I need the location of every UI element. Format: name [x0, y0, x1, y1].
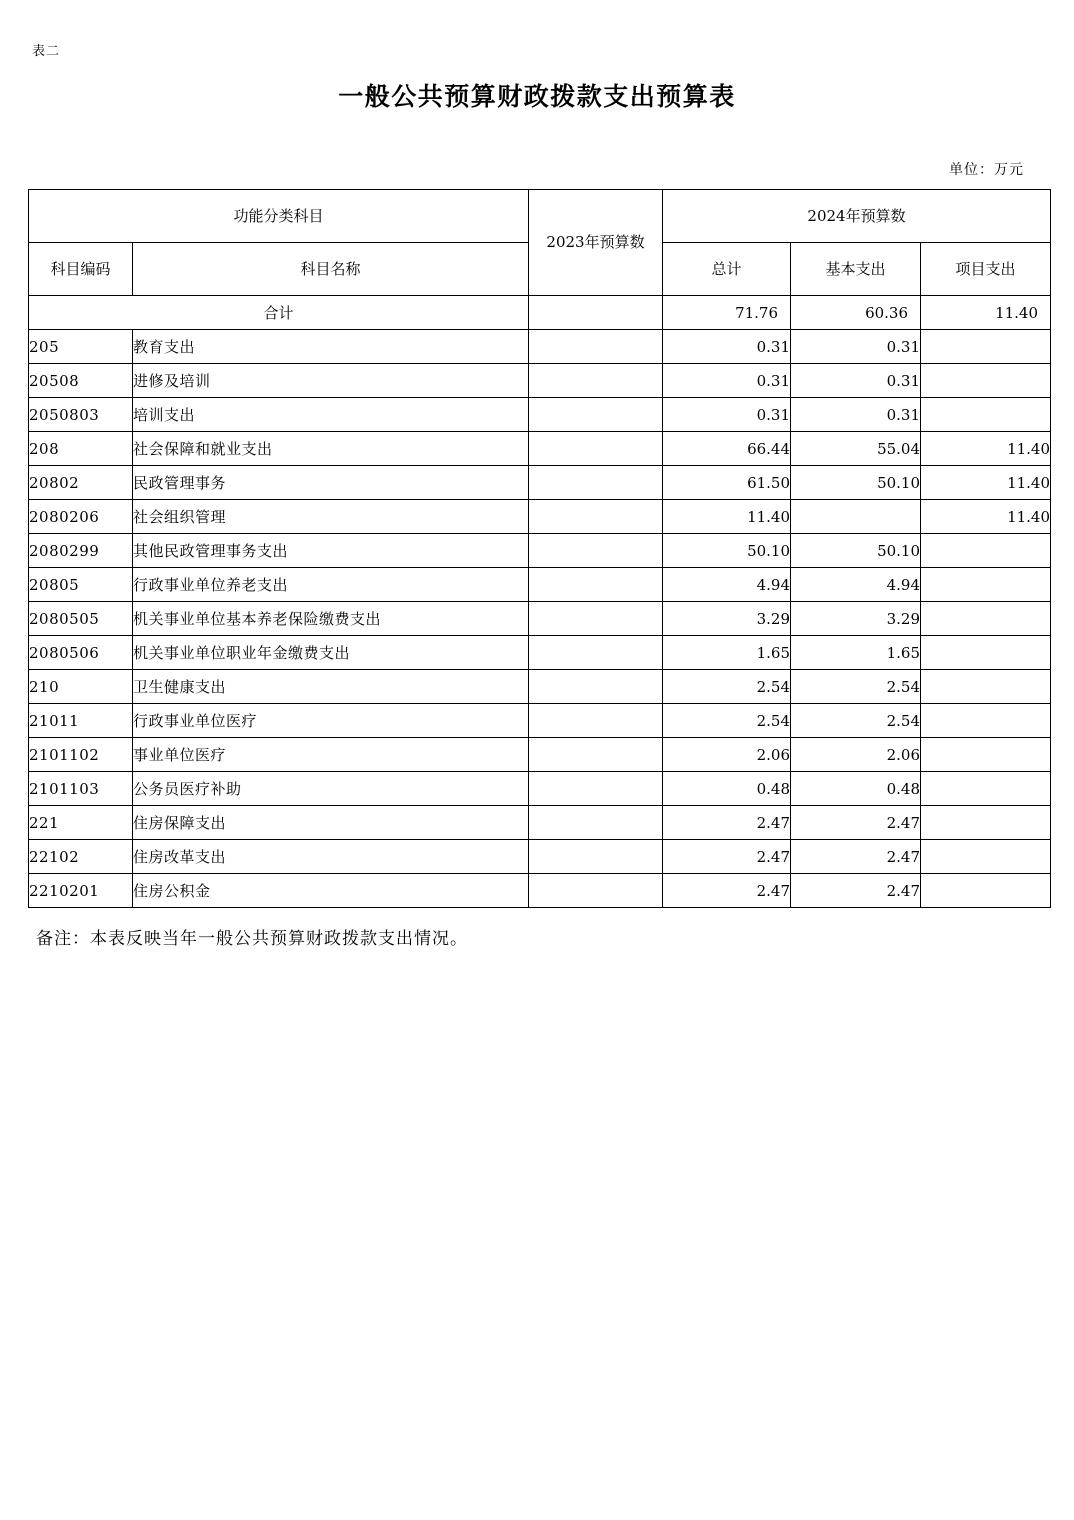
cell-year-2023 — [529, 330, 663, 364]
table-row — [29, 602, 1051, 636]
cell-subject-code: 20802 — [29, 466, 133, 500]
cell-basic-expenditure: 50.10 — [791, 534, 921, 568]
cell-project-expenditure — [921, 330, 1051, 364]
budget-table — [28, 189, 1051, 908]
header-year-2023: 2023年预算数 — [529, 190, 663, 296]
cell-subject-code: 22102 — [29, 840, 133, 874]
cell-basic-expenditure: 1.65 — [791, 636, 921, 670]
cell-basic-expenditure: 3.29 — [791, 602, 921, 636]
table-row — [29, 704, 1051, 738]
cell-project-expenditure — [921, 364, 1051, 398]
table-row — [29, 330, 1051, 364]
cell-subject-name: 住房保障支出 — [133, 806, 529, 840]
cell-subject-name: 卫生健康支出 — [133, 670, 529, 704]
cell-basic-expenditure: 50.10 — [791, 466, 921, 500]
table-header-row-1 — [29, 190, 1051, 243]
cell-year-2023 — [529, 398, 663, 432]
cell-total: 66.44 — [663, 432, 791, 466]
cell-year-2023 — [529, 466, 663, 500]
table-row — [29, 806, 1051, 840]
cell-year-2023 — [529, 432, 663, 466]
cell-subject-name: 住房公积金 — [133, 874, 529, 908]
cell-subject-code: 20805 — [29, 568, 133, 602]
header-basic-expenditure: 基本支出 — [791, 243, 921, 296]
cell-basic-expenditure: 2.06 — [791, 738, 921, 772]
cell-basic-expenditure: 4.94 — [791, 568, 921, 602]
cell-project-expenditure: 11.40 — [921, 432, 1051, 466]
cell-subject-code: 205 — [29, 330, 133, 364]
cell-project-expenditure — [921, 874, 1051, 908]
cell-project-expenditure: 11.40 — [921, 500, 1051, 534]
cell-year-2023 — [529, 602, 663, 636]
cell-year-2023 — [529, 670, 663, 704]
table-row — [29, 398, 1051, 432]
cell-total: 0.31 — [663, 364, 791, 398]
cell-project-expenditure — [921, 704, 1051, 738]
cell-year-2023 — [529, 500, 663, 534]
footer-note: 备注：本表反映当年一般公共预算财政拨款支出情况。 — [36, 929, 468, 949]
table-row — [29, 534, 1051, 568]
cell-subject-name: 机关事业单位职业年金缴费支出 — [133, 636, 529, 670]
total-label: 合计 — [29, 296, 529, 330]
cell-total: 50.10 — [663, 534, 791, 568]
cell-subject-code: 221 — [29, 806, 133, 840]
cell-year-2023 — [529, 704, 663, 738]
cell-basic-expenditure: 2.47 — [791, 874, 921, 908]
cell-project-expenditure — [921, 806, 1051, 840]
cell-basic-expenditure: 0.31 — [791, 398, 921, 432]
cell-year-2023 — [529, 738, 663, 772]
total-project: 11.40 — [921, 296, 1051, 330]
cell-subject-name: 行政事业单位养老支出 — [133, 568, 529, 602]
table-row — [29, 466, 1051, 500]
table-row — [29, 432, 1051, 466]
cell-total: 2.54 — [663, 704, 791, 738]
cell-basic-expenditure: 2.54 — [791, 704, 921, 738]
table-row — [29, 568, 1051, 602]
cell-total: 0.31 — [663, 330, 791, 364]
cell-total: 2.47 — [663, 840, 791, 874]
table-row — [29, 670, 1051, 704]
total-basic: 60.36 — [791, 296, 921, 330]
cell-year-2023 — [529, 364, 663, 398]
table-row — [29, 636, 1051, 670]
cell-project-expenditure — [921, 840, 1051, 874]
cell-total: 61.50 — [663, 466, 791, 500]
cell-total: 4.94 — [663, 568, 791, 602]
cell-basic-expenditure: 0.48 — [791, 772, 921, 806]
cell-project-expenditure — [921, 670, 1051, 704]
cell-year-2023 — [529, 568, 663, 602]
cell-project-expenditure — [921, 772, 1051, 806]
cell-subject-code: 2101102 — [29, 738, 133, 772]
cell-year-2023 — [529, 840, 663, 874]
cell-total: 2.54 — [663, 670, 791, 704]
cell-subject-code: 2080299 — [29, 534, 133, 568]
table-row — [29, 874, 1051, 908]
cell-total: 3.29 — [663, 602, 791, 636]
cell-year-2023 — [529, 874, 663, 908]
cell-project-expenditure: 11.40 — [921, 466, 1051, 500]
header-name: 科目名称 — [133, 243, 529, 296]
table-row — [29, 500, 1051, 534]
table-row — [29, 738, 1051, 772]
cell-total: 2.47 — [663, 806, 791, 840]
cell-subject-code: 2080506 — [29, 636, 133, 670]
cell-subject-code: 2080206 — [29, 500, 133, 534]
table-row — [29, 364, 1051, 398]
cell-year-2023 — [529, 806, 663, 840]
unit-note: 单位：万元 — [949, 162, 1024, 178]
cell-basic-expenditure: 2.54 — [791, 670, 921, 704]
cell-subject-code: 2210201 — [29, 874, 133, 908]
cell-subject-code: 2101103 — [29, 772, 133, 806]
table-row — [29, 840, 1051, 874]
cell-subject-code: 210 — [29, 670, 133, 704]
total-year-2023 — [529, 296, 663, 330]
cell-total: 0.48 — [663, 772, 791, 806]
header-year-2024-group: 2024年预算数 — [663, 190, 1051, 243]
cell-subject-code: 21011 — [29, 704, 133, 738]
cell-basic-expenditure: 0.31 — [791, 364, 921, 398]
cell-subject-name: 社会组织管理 — [133, 500, 529, 534]
cell-basic-expenditure: 55.04 — [791, 432, 921, 466]
cell-subject-code: 2050803 — [29, 398, 133, 432]
table-row-total — [29, 296, 1051, 330]
cell-total: 0.31 — [663, 398, 791, 432]
cell-basic-expenditure: 2.47 — [791, 806, 921, 840]
cell-subject-name: 教育支出 — [133, 330, 529, 364]
cell-basic-expenditure — [791, 500, 921, 534]
cell-subject-code: 208 — [29, 432, 133, 466]
cell-subject-name: 其他民政管理事务支出 — [133, 534, 529, 568]
sheet-label: 表二 — [32, 44, 61, 59]
cell-total: 2.47 — [663, 874, 791, 908]
cell-subject-code: 2080505 — [29, 602, 133, 636]
header-total: 总计 — [663, 243, 791, 296]
table-body — [29, 296, 1051, 908]
cell-total: 11.40 — [663, 500, 791, 534]
cell-subject-name: 机关事业单位基本养老保险缴费支出 — [133, 602, 529, 636]
cell-subject-name: 社会保障和就业支出 — [133, 432, 529, 466]
cell-subject-name: 公务员医疗补助 — [133, 772, 529, 806]
page-title: 一般公共预算财政拨款支出预算表 — [338, 82, 736, 111]
total-total: 71.76 — [663, 296, 791, 330]
header-function-group: 功能分类科目 — [29, 190, 529, 243]
header-code: 科目编码 — [29, 243, 133, 296]
cell-subject-name: 进修及培训 — [133, 364, 529, 398]
cell-project-expenditure — [921, 534, 1051, 568]
header-project-expenditure: 项目支出 — [921, 243, 1051, 296]
cell-project-expenditure — [921, 398, 1051, 432]
cell-subject-name: 行政事业单位医疗 — [133, 704, 529, 738]
cell-total: 1.65 — [663, 636, 791, 670]
cell-basic-expenditure: 0.31 — [791, 330, 921, 364]
cell-subject-name: 住房改革支出 — [133, 840, 529, 874]
cell-project-expenditure — [921, 602, 1051, 636]
cell-subject-name: 事业单位医疗 — [133, 738, 529, 772]
cell-subject-name: 民政管理事务 — [133, 466, 529, 500]
cell-subject-name: 培训支出 — [133, 398, 529, 432]
cell-basic-expenditure: 2.47 — [791, 840, 921, 874]
table-row — [29, 772, 1051, 806]
cell-year-2023 — [529, 534, 663, 568]
cell-project-expenditure — [921, 738, 1051, 772]
cell-year-2023 — [529, 772, 663, 806]
cell-project-expenditure — [921, 636, 1051, 670]
cell-year-2023 — [529, 636, 663, 670]
cell-subject-code: 20508 — [29, 364, 133, 398]
cell-project-expenditure — [921, 568, 1051, 602]
cell-total: 2.06 — [663, 738, 791, 772]
